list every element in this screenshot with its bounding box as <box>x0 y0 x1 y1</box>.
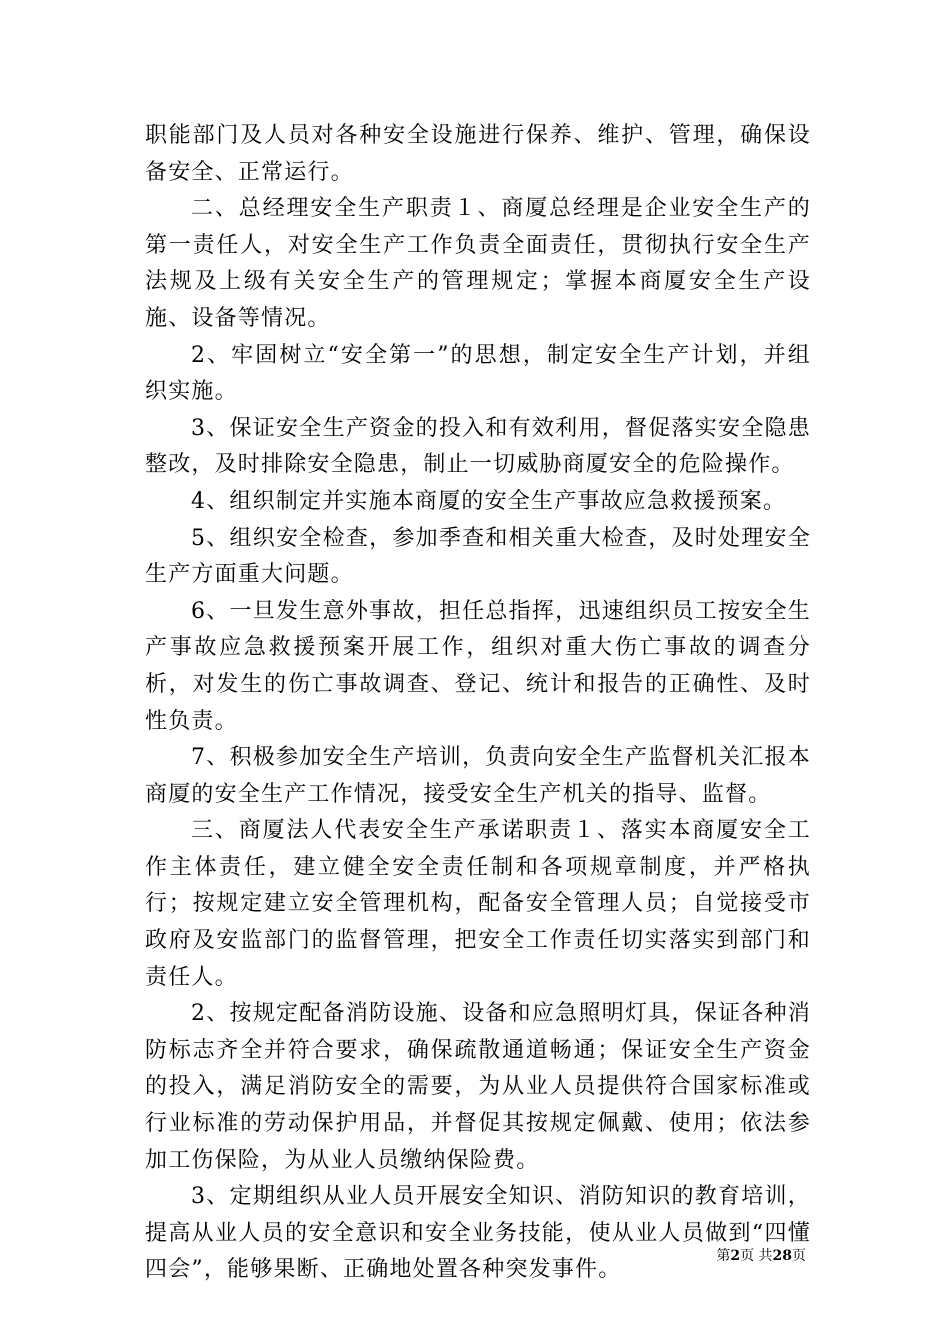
footer-prefix: 第 <box>716 1248 731 1264</box>
paragraph: 7、积极参加安全生产培训，负责向安全生产监督机关汇报本商厦的安全生产工作情况，接受安全生产机关的指导、监督。 <box>145 745 811 807</box>
paragraph: 三、商厦法人代表安全生产承诺职责１、落实本商厦安全工作主体责任，建立健全安全责任制和各项规章制度，并严格执行；按规定建立安全管理机构，配备安全管理人员；自觉接受市政府及安监部门的监督管理，把安全工作责任切实落实到部门和责任人。 <box>145 818 811 990</box>
footer-suffix: 页 <box>792 1248 806 1264</box>
footer-current-page: 2 <box>730 1248 741 1264</box>
page-footer <box>0 1247 806 1265</box>
paragraph: 2、牢固树立“安全第一”的思想，制定安全生产计划，并组织实施。 <box>145 342 811 405</box>
paragraph: 2、按规定配备消防设施、设备和应急照明灯具，保证各种消防标志齐全并符合要求，确保疏散通道畅通；保证安全生产资金的投入，满足消防安全的需要，为从业人员提供符合国家标准或行业标准的劳动保护用品，并督促其按规定佩戴、使用；依法参加工伤保险，为从业人员缴纳保险费。 <box>145 1001 811 1173</box>
paragraph: 二、总经理安全生产职责１、商厦总经理是企业安全生产的第一责任人，对安全生产工作负责全面责任，贯彻执行安全生产法规及上级有关安全生产的管理规定；掌握本商厦安全生产设施、设备等情况。 <box>145 196 811 331</box>
paragraph: 5、组织安全检查，参加季查和相关重大检查，及时处理安全生产方面重大问题。 <box>145 525 811 588</box>
paragraph: 3、保证安全生产资金的投入和有效利用，督促落实安全隐患整改，及时排除安全隐患，制止一切威胁商厦安全的危险操作。 <box>145 415 811 478</box>
document-body <box>145 118 811 1289</box>
footer-middle: 页 共 <box>740 1248 773 1264</box>
paragraph: 职能部门及人员对各种安全设施进行保养、维护、管理，确保设备安全、正常运行。 <box>145 123 811 185</box>
paragraph: 3、定期组织从业人员开展安全知识、消防知识的教育培训，提高从业人员的安全意识和安全业务技能，使从业人员做到“四懂四会”，能够果断、正确地处置各种突发事件。 <box>145 1184 811 1283</box>
paragraph: 4、组织制定并实施本商厦的安全生产事故应急救援预案。 <box>191 488 787 514</box>
paragraph: 6、一旦发生意外事故，担任总指挥，迅速组织员工按安全生产事故应急救援预案开展工作，组织对重大伤亡事故的调查分析，对发生的伤亡事故调查、登记、统计和报告的正确性、及时性负责。 <box>145 598 811 734</box>
footer-total-pages: 28 <box>772 1248 792 1264</box>
